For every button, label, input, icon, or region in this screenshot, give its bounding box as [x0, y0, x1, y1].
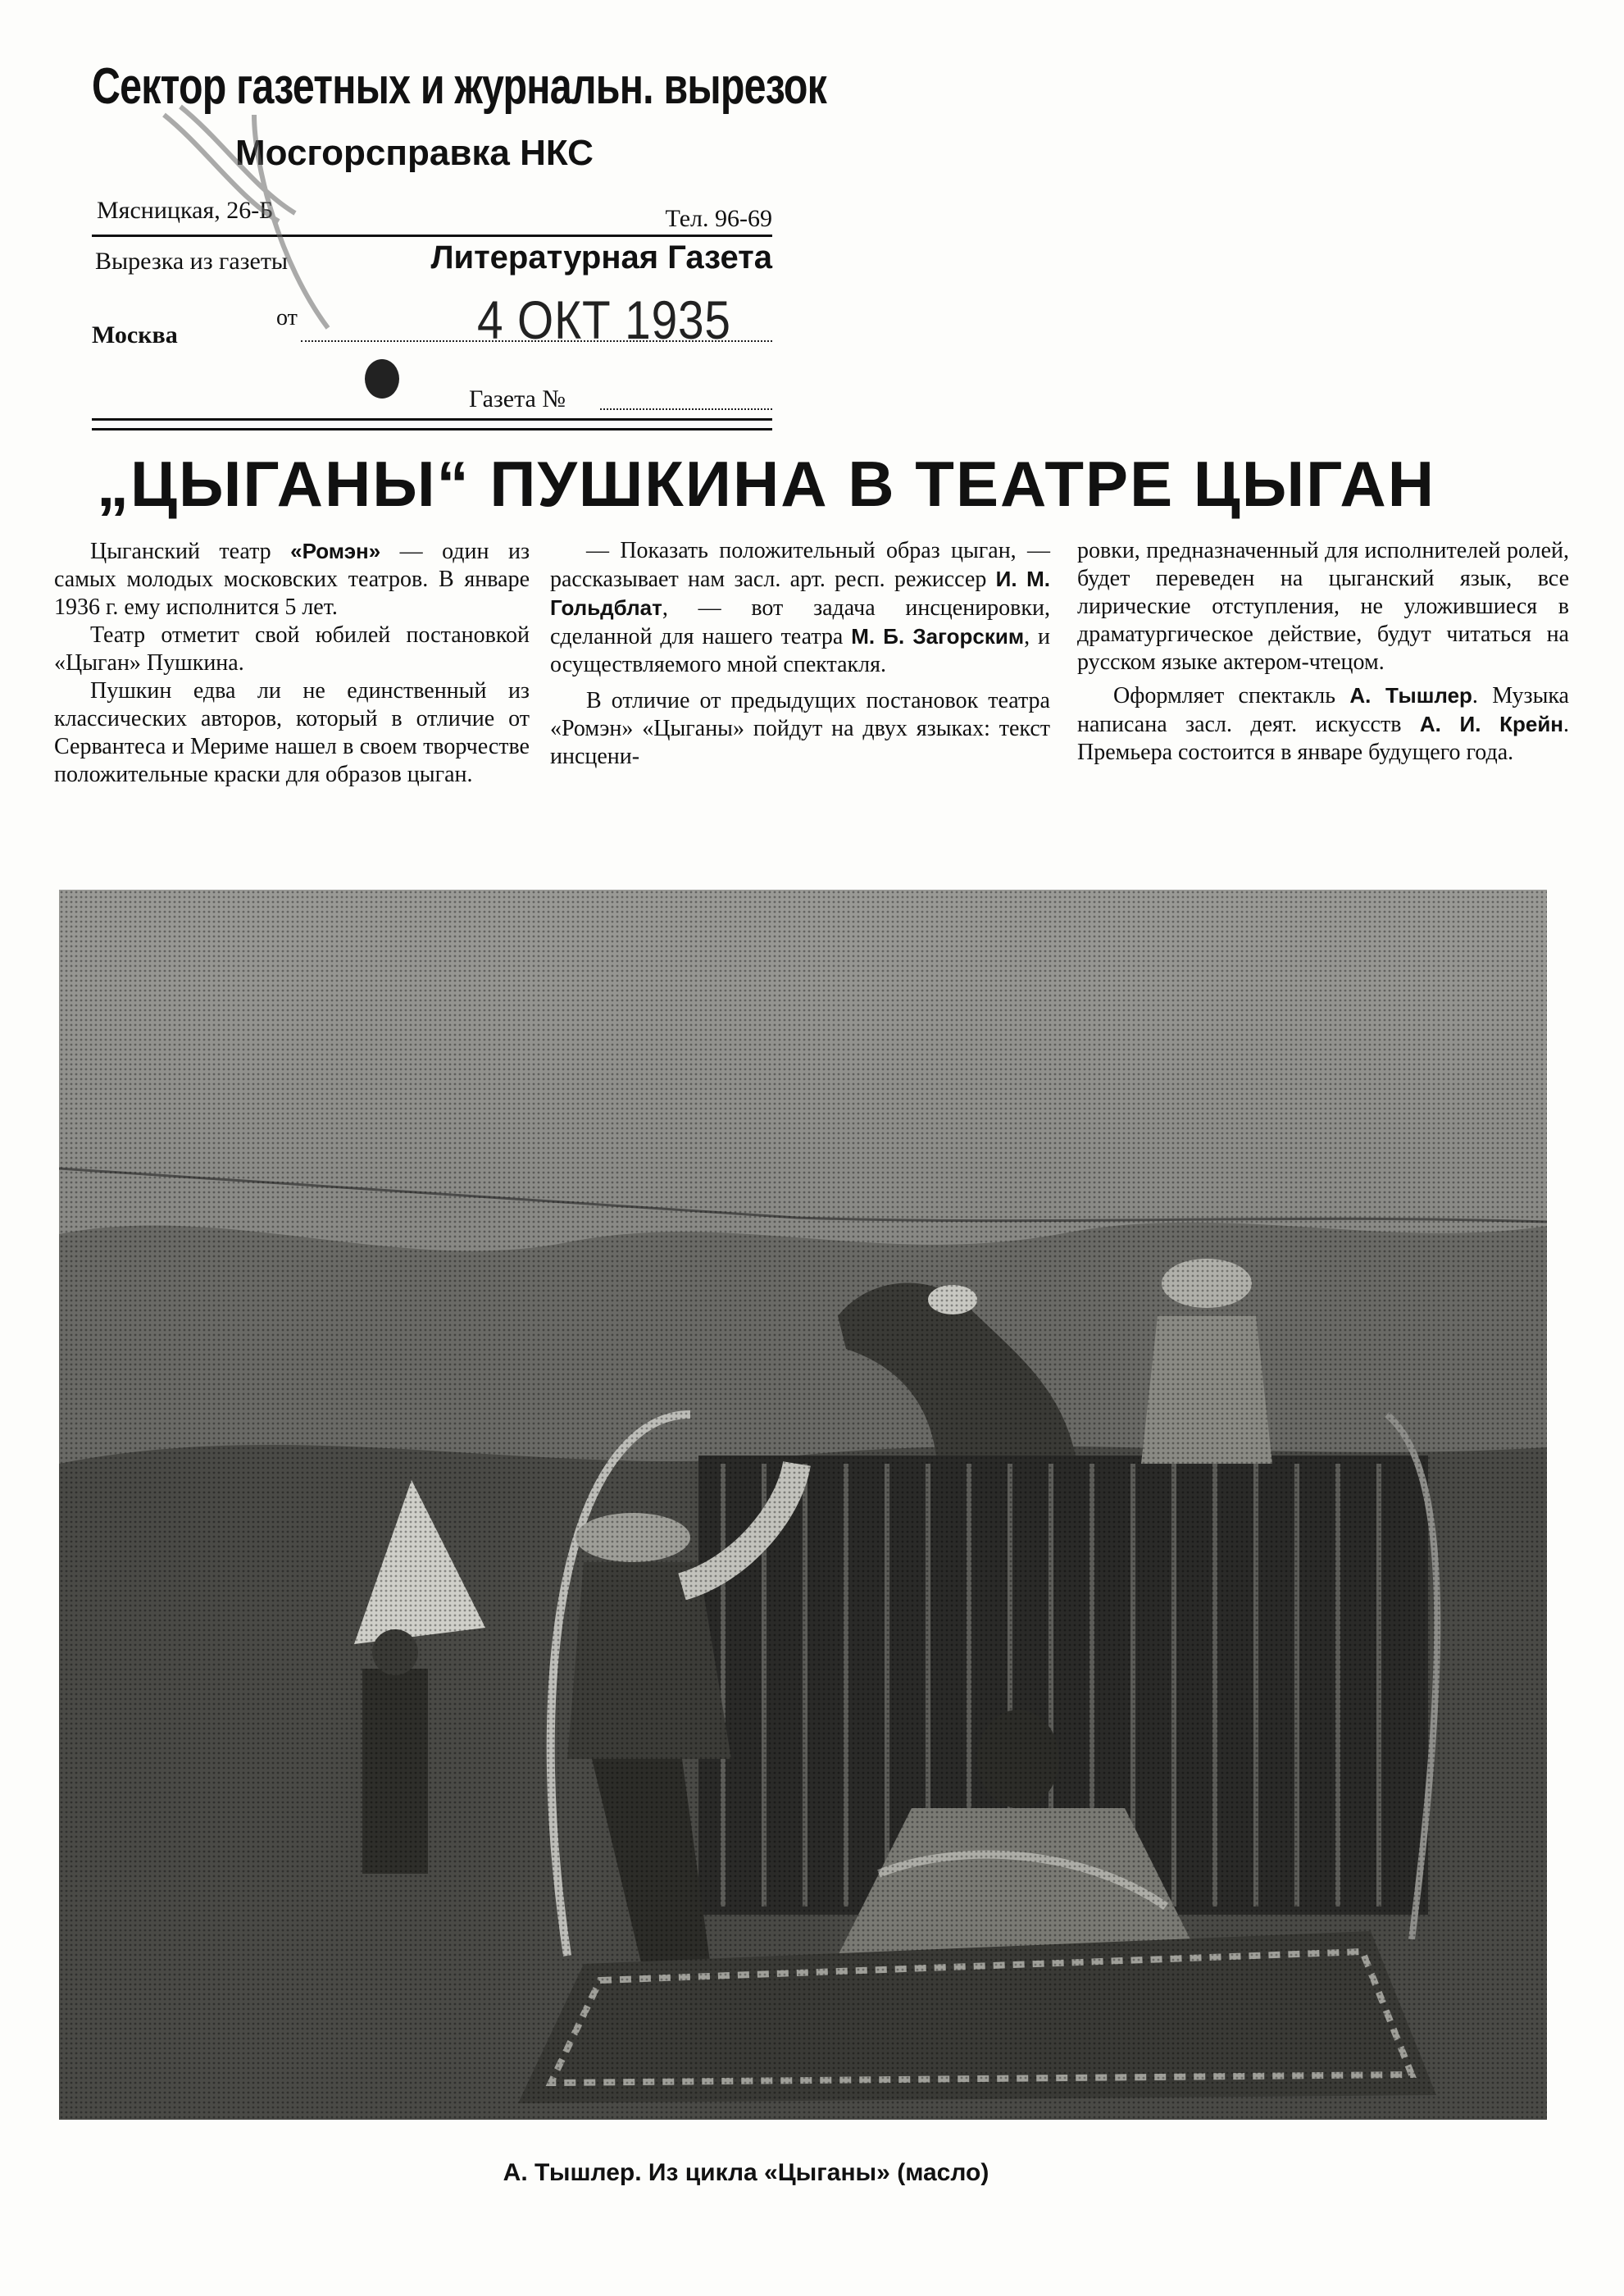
text-run: . Музыка написана засл. деят. искусств [1077, 683, 1569, 737]
stamp-cut-label: Вырезка из газеты [95, 248, 289, 275]
person-name: И. М. Гольдблат [550, 567, 1050, 620]
stamp-divider [92, 428, 772, 430]
person-name: М. Б. Загорским [851, 624, 1025, 649]
stamp-issue-label: Газета № [469, 385, 566, 412]
paragraph [54, 537, 530, 622]
stamp-from-label: от [276, 305, 298, 330]
person-name: А. Тышлер [1349, 683, 1472, 708]
painting-image [59, 890, 1547, 2120]
paragraph [1077, 681, 1569, 767]
article-body [54, 537, 1571, 849]
stamp-city: Москва [92, 321, 178, 348]
stamp-date: 4 ОКТ 1935 [477, 289, 731, 350]
stamp-phone: Тел. 96-69 [665, 205, 772, 232]
paragraph: Театр отметит свой юбилей постановкой «Цыган» Пушкина. [54, 622, 530, 676]
text-run: , и осуществляемого мной спектакля. [550, 624, 1050, 677]
paragraph [550, 537, 1050, 679]
stamp-newspaper-name: Литературная Газета [430, 239, 772, 276]
painting-reproduction [59, 890, 1547, 2120]
stamp-organization: Мосгорсправка НКС [235, 133, 594, 173]
article-column-3 [1077, 537, 1569, 767]
text-run: . Премьера состоится в январе будущего года. [1077, 712, 1570, 765]
theatre-name: «Ромэн» [290, 539, 381, 563]
article-headline: „ЦЫГАНЫ“ ПУШКИНА В ТЕАТРЕ ЦЫГАН [97, 448, 1436, 520]
text-run: — один из самых молодых московских театров. В январе 1936 г. ему исполнится 5 лет. [54, 539, 530, 620]
stamp-divider [92, 418, 772, 421]
stamp-issue-line [600, 408, 772, 410]
paragraph: ровки, предназначенный для исполнителей ролей, будет переведен на цыганский язык, все лирические отступления, не уложившиеся в драматургическое действие, будут читаться на русском языке актером-чтецом. [1077, 538, 1569, 675]
text-run: Цыганский театр [90, 539, 291, 564]
person-name: А. И. Крейн [1419, 712, 1564, 736]
stamp-divider [92, 235, 772, 237]
text-run: — Показать положительный образ цыган, — рассказывает нам засл. арт. респ. режиссер [550, 538, 1050, 592]
ink-blot [365, 359, 399, 399]
paragraph: Пушкин едва ли не единственный из классических авторов, который в отличие от Сервантеса и Мериме нашел в своем творчестве положительные краски для образов цыган. [54, 678, 530, 787]
painting-caption: А. Тышлер. Из цикла «Цыганы» (масло) [503, 2159, 989, 2186]
clipping-stamp [92, 57, 827, 443]
paragraph: В отличие от предыдущих постановок театра «Ромэн» «Цыганы» пойдут на двух языках: текст инсцени- [550, 688, 1050, 769]
article-column-2 [550, 537, 1050, 771]
stamp-title: Сектор газетных и журнальн. вырезок [92, 58, 827, 115]
article-column-1 [54, 537, 530, 789]
stamp-address: Мясницкая, 26-Б [97, 197, 274, 224]
text-run: Оформляет спектакль [1113, 683, 1350, 708]
stamp-date-line [301, 340, 772, 342]
text-run: , — вот задача инсценировки, сделанной для нашего театра [550, 595, 1050, 649]
